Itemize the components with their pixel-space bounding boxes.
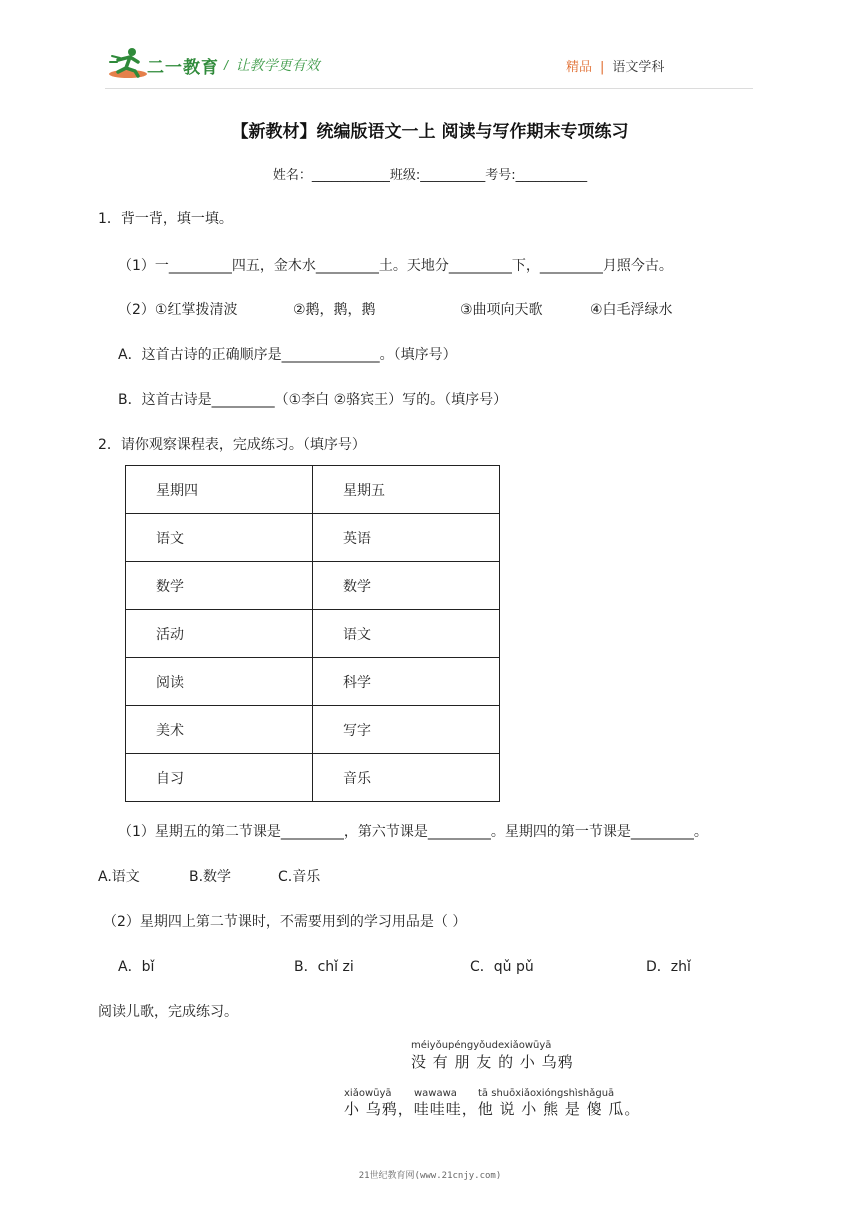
poem-title-pinyin: méiyǒupéngyǒudexiǎowūyā xyxy=(411,1040,552,1051)
q2-opt2-c: C．qǔ pǔ xyxy=(470,959,534,975)
q2-sub1: （1）星期五的第二节课是_________，第六节课是_________。星期四的第一节课是_________。 xyxy=(118,824,708,840)
q1-poem-line-c: ③曲项向天歌 xyxy=(460,302,543,318)
runner-logo-icon xyxy=(108,46,148,80)
slogan-text: 让教学更有效 xyxy=(235,57,320,73)
q2-heading: 2．请你观察课程表，完成练习。（填序号） xyxy=(98,437,366,453)
table-cell: 自习 xyxy=(126,754,313,802)
q2-opt2-b: B．chǐ zi xyxy=(294,959,354,975)
student-info-line: 姓名：____________班级:__________考号:___________ xyxy=(272,168,588,183)
q2-opt1-c: C.音乐 xyxy=(278,869,321,885)
header-divider xyxy=(105,88,753,89)
footer: 21世纪教育网(www.21cnjy.com) xyxy=(358,1171,502,1181)
table-cell: 音乐 xyxy=(313,754,500,802)
poem-line1: 小 乌鸦，哇哇哇，他 说 小 熊 是 傻 瓜。 xyxy=(344,1100,641,1118)
table-row xyxy=(126,706,500,754)
q1-fill-line: （1）一_________四五，金木水_________土。天地分_________下，_________月照今古。 xyxy=(118,258,673,274)
subject-label: 语文学科 xyxy=(612,60,665,75)
q2-opt2-a: A．bǐ xyxy=(118,959,155,975)
table-cell: 语文 xyxy=(126,514,313,562)
table-row xyxy=(126,514,500,562)
q2-sub2: （2）星期四上第二节课时，不需要用到的学习用品是（ ） xyxy=(103,914,467,930)
logo-text: 二一教育 xyxy=(147,58,219,77)
table-cell: 活动 xyxy=(126,610,313,658)
table-row xyxy=(126,466,500,514)
divider: | xyxy=(600,60,605,75)
poem-line1-pinyin-a: xiǎowūyā xyxy=(344,1088,392,1099)
table-row xyxy=(126,562,500,610)
table-cell: 星期四 xyxy=(126,466,313,514)
logo xyxy=(108,46,148,82)
table-row xyxy=(126,658,500,706)
page-title: 【新教材】统编版语文一上 阅读与写作期末专项练习 xyxy=(231,122,629,142)
q1-poem-line-b: ②鹅，鹅，鹅 xyxy=(293,302,376,318)
q1-poem-line-d: ④白毛浮绿水 xyxy=(590,302,673,318)
table-cell: 语文 xyxy=(313,610,500,658)
table-cell: 英语 xyxy=(313,514,500,562)
q1-poem-line-a: （2）①红掌拨清波 xyxy=(118,302,238,318)
slogan: / 让教学更有效 xyxy=(224,57,320,73)
header-right xyxy=(566,56,664,75)
q2-opt1-b: B.数学 xyxy=(189,869,232,885)
poem-line1-pinyin-c: tā shuōxiǎoxióngshìshǎguā xyxy=(478,1088,615,1099)
table-cell: 数学 xyxy=(313,562,500,610)
q1-heading: 1．背一背，填一填。 xyxy=(98,211,233,227)
poem-title: 没 有 朋 友 的 小 乌鸦 xyxy=(411,1053,574,1071)
q2-opt1-a: A.语文 xyxy=(98,869,140,885)
table-cell: 写字 xyxy=(313,706,500,754)
table-row xyxy=(126,610,500,658)
table-cell: 科学 xyxy=(313,658,500,706)
poem-line1-pinyin-b: wawawa xyxy=(414,1088,457,1099)
table-cell: 阅读 xyxy=(126,658,313,706)
table-cell: 星期五 xyxy=(313,466,500,514)
table-row xyxy=(126,754,500,802)
quality-tag: 精品 xyxy=(566,60,593,75)
q1-question-b: B．这首古诗是_________（①李白 ②骆宾王）写的。（填序号） xyxy=(118,392,508,408)
table-cell: 美术 xyxy=(126,706,313,754)
q2-opt2-d: D．zhǐ xyxy=(646,959,691,975)
schedule-table xyxy=(125,465,500,802)
reading-intro: 阅读儿歌，完成练习。 xyxy=(98,1004,238,1020)
q1-question-a: A．这首古诗的正确顺序是______________。（填序号） xyxy=(118,347,457,363)
table-cell: 数学 xyxy=(126,562,313,610)
